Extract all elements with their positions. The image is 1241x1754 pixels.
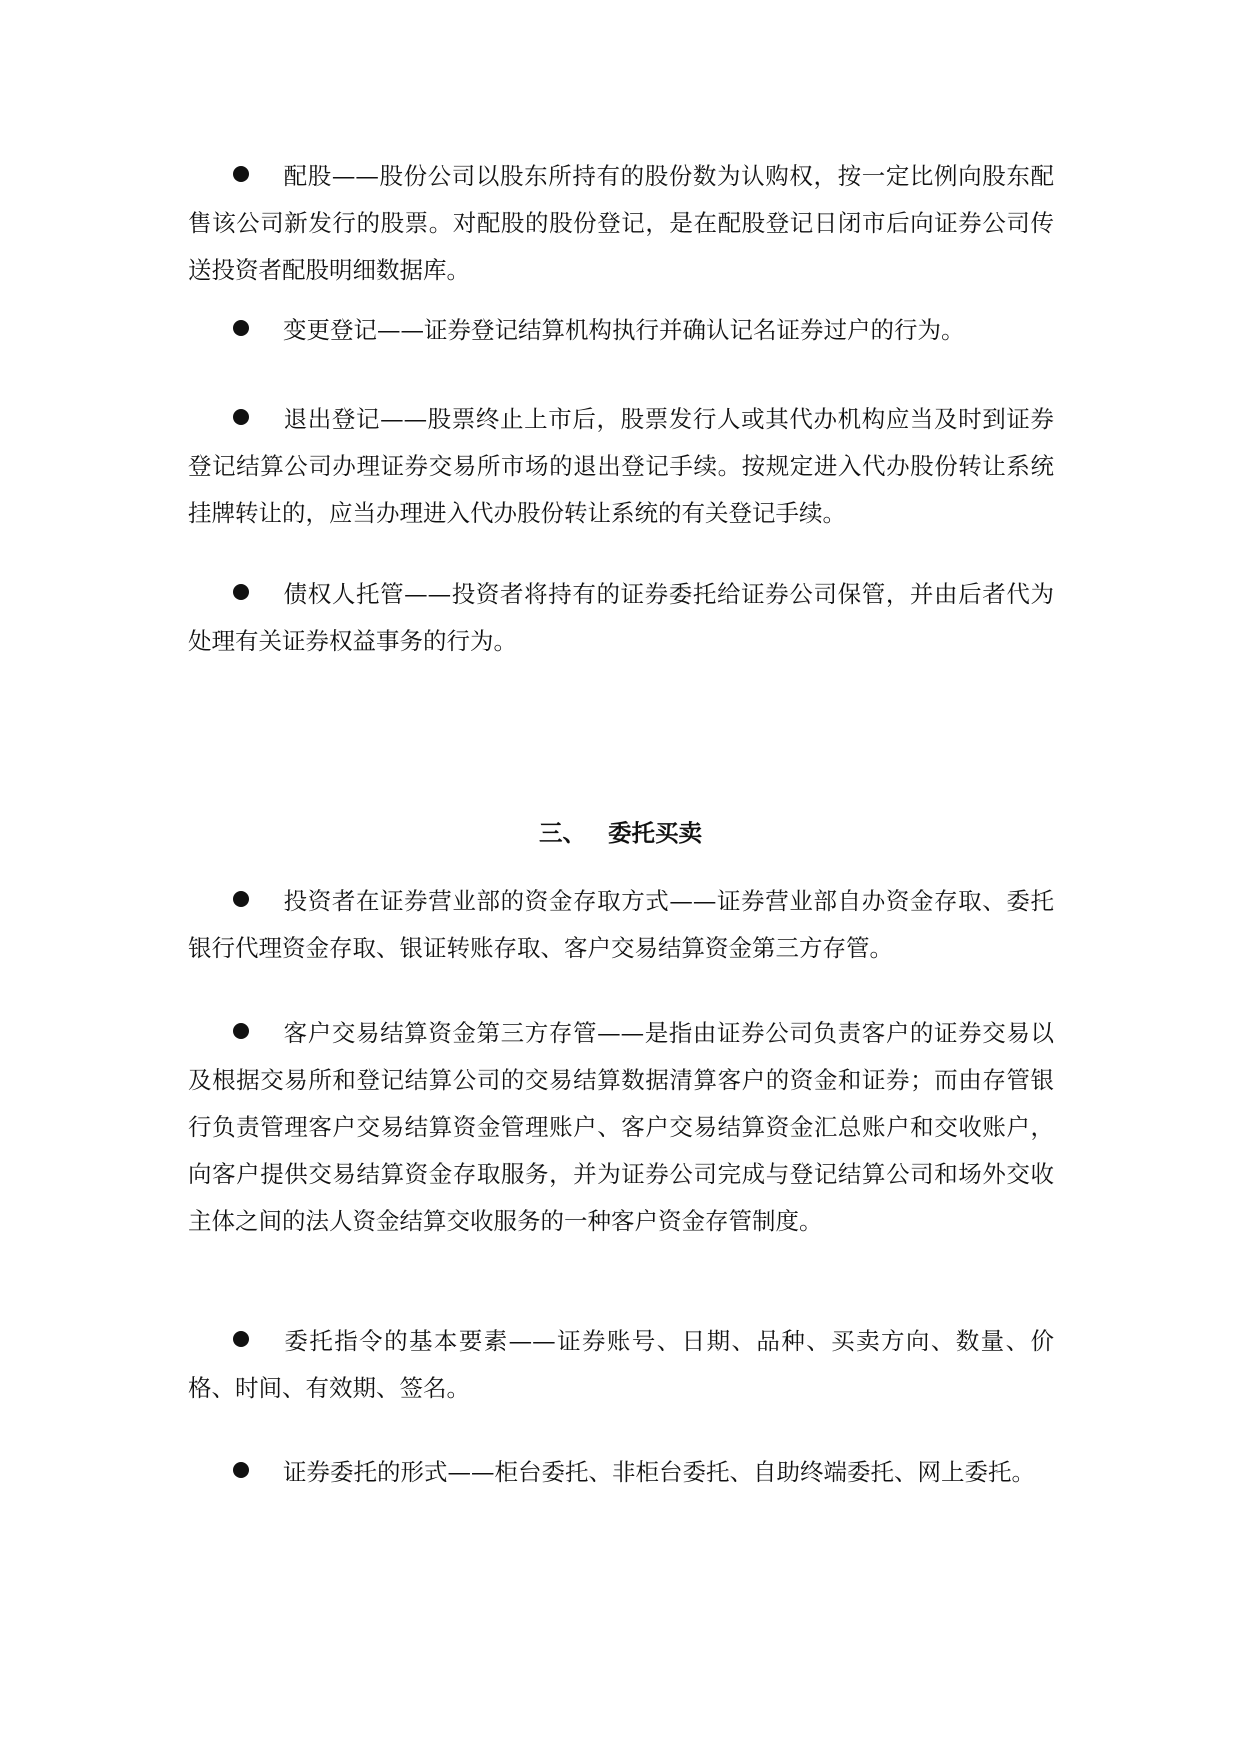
bullet-icon bbox=[233, 1023, 249, 1039]
bullet-text: 客户交易结算资金第三方存管——是指由证券公司负责客户的证券交易以及根据交易所和登记结算公司的交易结算数据清算客户的资金和证券；而由存管银行负责管理客户交易结算资金管理账户、客户交易结算资金汇总账户和交收账户，向客户提供交易结算资金存取服务，并为证券公司完成与登记结算公司和场外交收主体之间的法人资金结算交收服务的一种客户资金存管制度。 bbox=[188, 1019, 1054, 1235]
bullet-text: 债权人托管——投资者将持有的证券委托给证券公司保管，并由后者代为处理有关证券权益事务的行为。 bbox=[188, 580, 1054, 655]
bullet-text: 配股——股份公司以股东所持有的股份数为认购权，按一定比例向股东配售该公司新发行的股票。对配股的股份登记，是在配股登记日闭市后向证券公司传送投资者配股明细数据库。 bbox=[188, 162, 1054, 284]
bullet-paragraph bbox=[188, 153, 1054, 294]
bullet-icon bbox=[233, 409, 249, 425]
bullet-icon bbox=[233, 166, 249, 182]
bullet-text: 投资者在证券营业部的资金存取方式——证券营业部自办资金存取、委托银行代理资金存取、银证转账存取、客户交易结算资金第三方存管。 bbox=[188, 887, 1054, 962]
bullet-paragraph bbox=[188, 878, 1054, 972]
bullet-text: 委托指令的基本要素——证券账号、日期、品种、买卖方向、数量、价格、时间、有效期、签名。 bbox=[188, 1327, 1054, 1402]
section-heading bbox=[0, 810, 1241, 857]
bullet-paragraph bbox=[188, 307, 1054, 354]
bullet-text: 变更登记——证券登记结算机构执行并确认记名证券过户的行为。 bbox=[283, 316, 965, 344]
bullet-text: 证券委托的形式——柜台委托、非柜台委托、自助终端委托、网上委托。 bbox=[283, 1458, 1035, 1486]
bullet-paragraph bbox=[188, 396, 1054, 537]
bullet-icon bbox=[233, 1462, 249, 1478]
bullet-paragraph bbox=[188, 1449, 1054, 1496]
bullet-icon bbox=[233, 584, 249, 600]
section-title: 委托买卖 bbox=[608, 819, 702, 847]
bullet-icon bbox=[233, 1331, 249, 1347]
bullet-text: 退出登记——股票终止上市后，股票发行人或其代办机构应当及时到证券登记结算公司办理证券交易所市场的退出登记手续。按规定进入代办股份转让系统挂牌转让的，应当办理进入代办股份转让系统的有关登记手续。 bbox=[188, 405, 1054, 527]
bullet-icon bbox=[233, 891, 249, 907]
bullet-paragraph bbox=[188, 1010, 1054, 1245]
bullet-paragraph bbox=[188, 1318, 1054, 1412]
bullet-paragraph bbox=[188, 571, 1054, 665]
section-number: 三、 bbox=[539, 819, 586, 847]
bullet-icon bbox=[233, 320, 249, 336]
